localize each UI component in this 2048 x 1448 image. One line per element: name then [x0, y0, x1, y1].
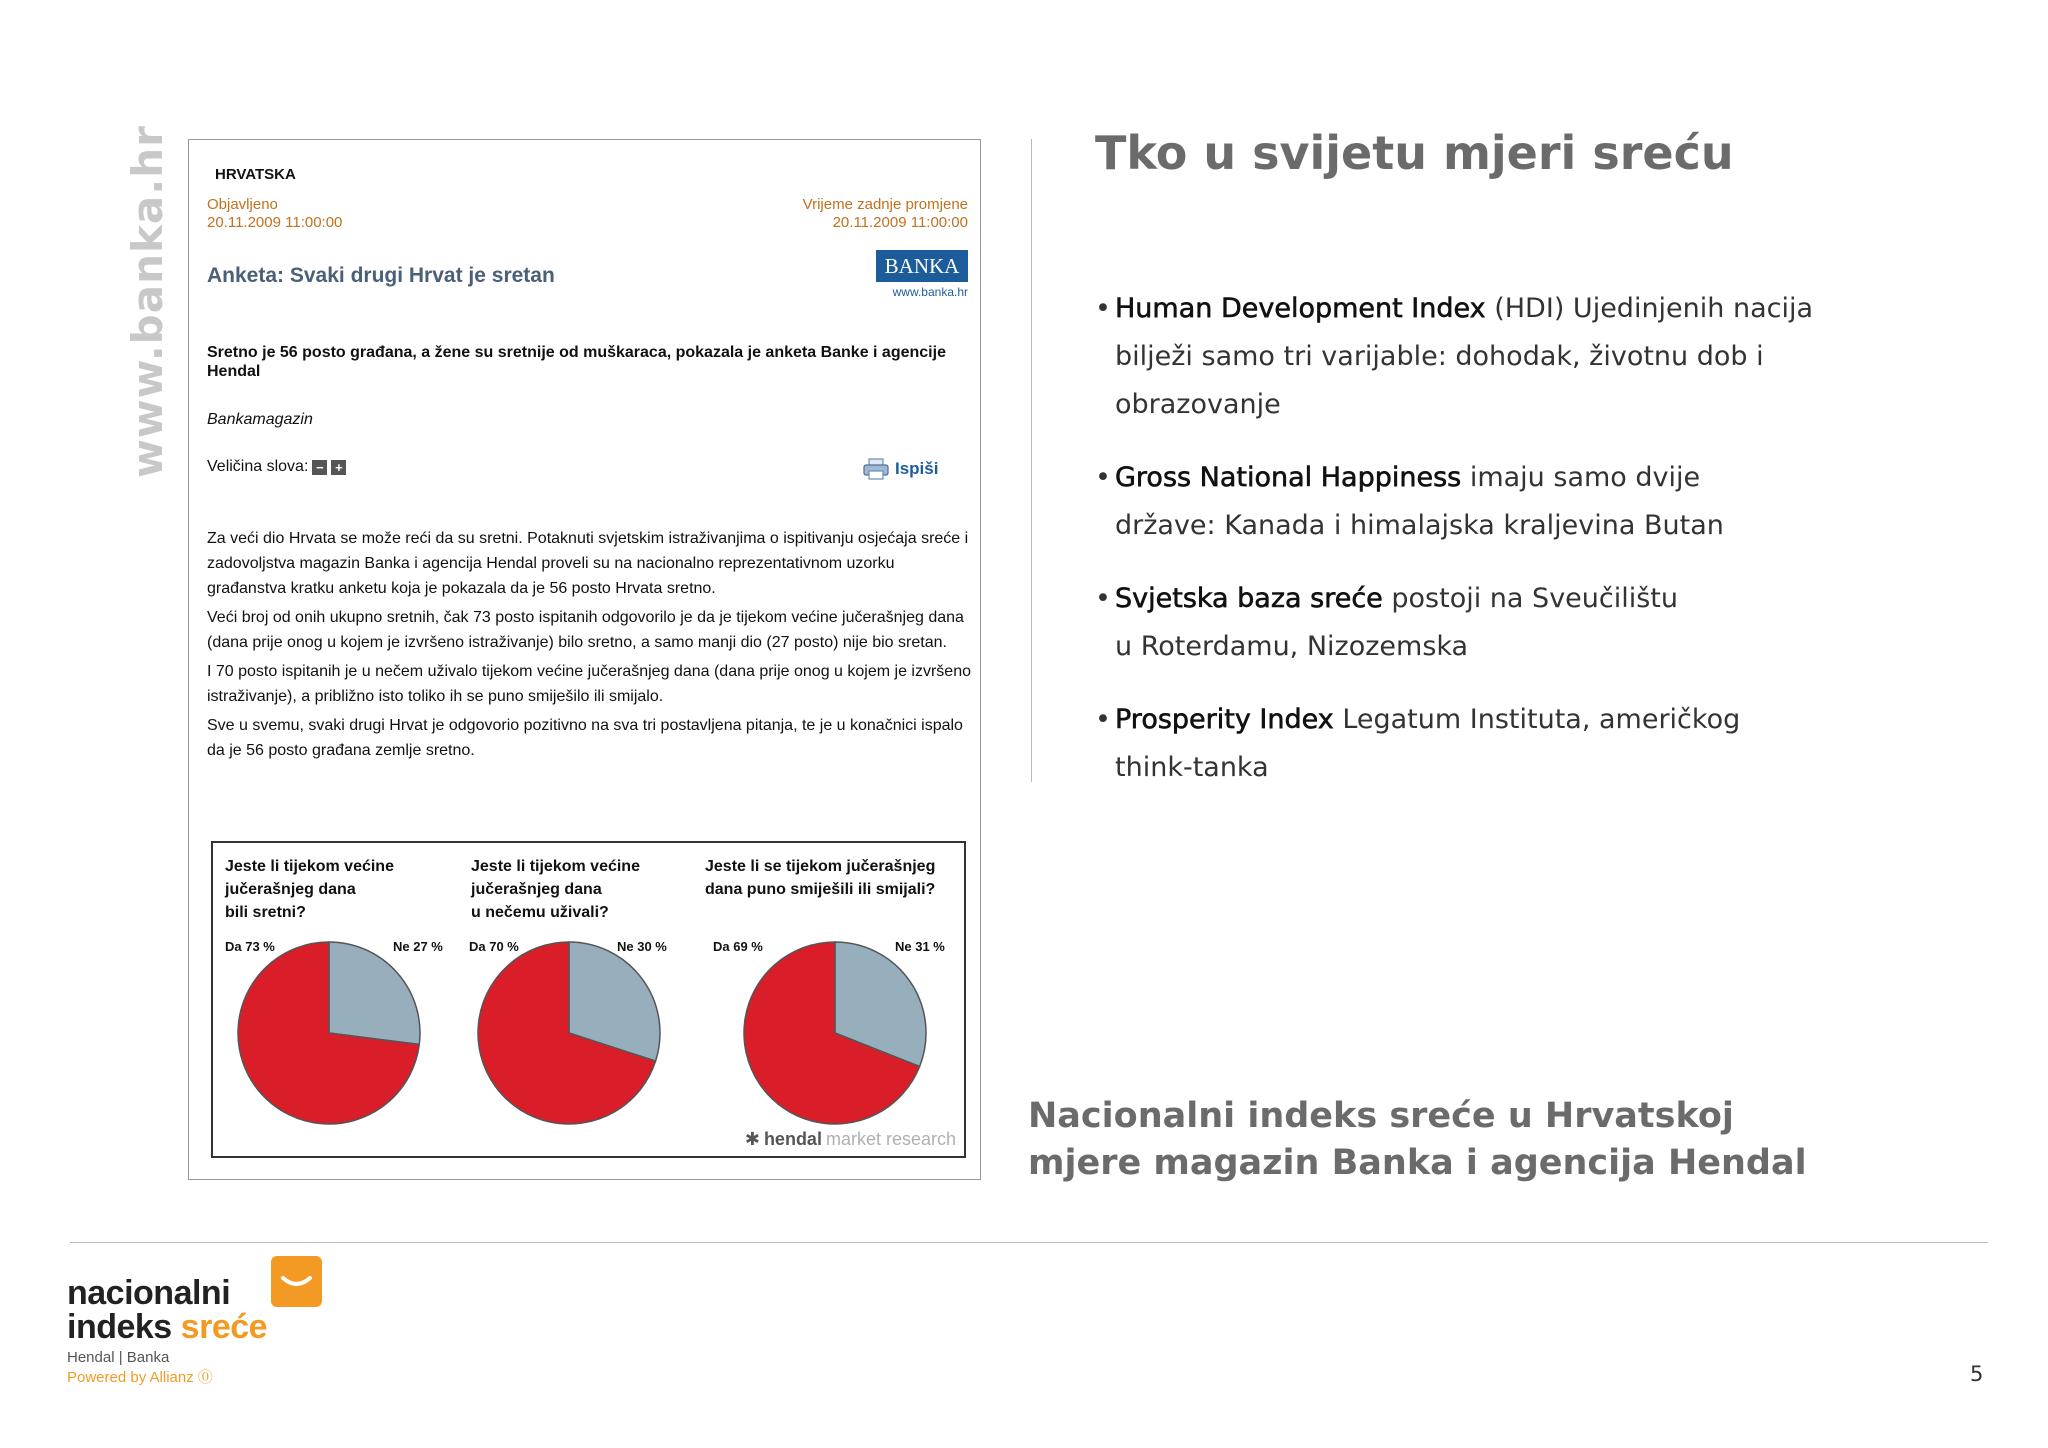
pie-label-no: Ne 30 %	[617, 939, 667, 954]
logo-partners: Hendal | Banka	[67, 1349, 170, 1366]
published-date: 20.11.2009 11:00:00	[207, 214, 343, 231]
subtitle-line: Nacionalni indeks sreće u Hrvatskoj	[1028, 1096, 1734, 1136]
article-paragraph: Veći broj od onih ukupno sretnih, čak 73 posto ispitanih odgovorilo je da je tijekom većine jučerašnjeg dana (dana prije onog u kojem je izvršeno istraživanje) bilo sretno, a samo manji dio (27 posto) nije bio sretan.	[207, 609, 964, 651]
article-lead: Sretno je 56 posto građana, a žene su sretnije od muškaraca, pokazala je anketa Banke i agencije Hendal	[207, 344, 946, 380]
bullet-text: imaju samo dvije države: Kanada i himalajska kraljevina Butan	[1115, 462, 1724, 541]
pie-question-line: u nečemu uživali?	[471, 904, 609, 921]
article-paragraph: Sve u svemu, svaki drugi Hrvat je odgovorio pozitivno na sva tri postavljena pitanja, te je u konačnici ispalo da je 56 posto građana zemlje sretno.	[207, 717, 963, 759]
pie-question	[705, 855, 935, 901]
hendal-credit-bold: hendal	[763, 1129, 822, 1149]
article-paragraph: Za veći dio Hrvata se može reći da su sretni. Potaknuti svjetskim istraživanjima o ispitivanju osjećaja sreće i zadovoljstva magazin Banka i agencija Hendal proveli su na nacionalno reprezentativnom uzorku građanstva kratku anketu koja je pokazala da je 56 posto Hrvata sretno.	[207, 530, 969, 597]
logo-word-2a: indeks	[67, 1308, 172, 1346]
pie-svg	[741, 939, 929, 1127]
published-info	[207, 196, 342, 232]
modified-info	[803, 196, 968, 232]
pie-svg	[475, 939, 663, 1127]
side-url: www.banka.hr	[123, 125, 172, 478]
bullet-term: Gross National Happiness	[1115, 462, 1462, 493]
pie-label-yes: Da 70 %	[469, 939, 519, 954]
vertical-divider	[1031, 139, 1032, 782]
pie-question	[471, 855, 640, 924]
print-button[interactable]	[863, 458, 938, 480]
pie-slice-no	[329, 942, 420, 1044]
font-increase-button[interactable]: +	[331, 460, 346, 475]
bullet-term: Svjetska baza sreće	[1115, 583, 1383, 614]
smile-icon	[271, 1256, 322, 1307]
pie-svg	[235, 939, 423, 1127]
pie-label-no: Ne 31 %	[895, 939, 945, 954]
bullet-item	[1095, 285, 1815, 429]
pie-question-line: bili sretni?	[225, 904, 306, 921]
hendal-credit	[745, 1129, 956, 1150]
pie-question-line: dana puno smiješili ili smijali?	[705, 881, 936, 898]
bullet-item	[1095, 454, 1795, 550]
pie-question-line: Jeste li se tijekom jučerašnjeg	[705, 858, 936, 875]
slide-subtitle	[1028, 1093, 1807, 1187]
logo-word-2	[67, 1308, 267, 1347]
page-number: 5	[1970, 1362, 1984, 1386]
published-label: Objavljeno	[207, 196, 278, 213]
logo-word-2b: sreće	[180, 1308, 268, 1346]
banka-url[interactable]: www.banka.hr	[892, 285, 968, 299]
modified-date: 20.11.2009 11:00:00	[832, 214, 968, 231]
pie-question-line: Jeste li tijekom većine	[225, 858, 394, 875]
printer-icon	[863, 458, 889, 480]
subtitle-line: mjere magazin Banka i agencija Hendal	[1028, 1143, 1807, 1183]
hendal-mark-icon: ✱	[744, 1129, 760, 1149]
slide-title: Tko u svijetu mjeri sreću	[1095, 126, 1734, 180]
pie-charts-panel	[211, 841, 966, 1158]
bullet-term: Prosperity Index	[1115, 704, 1334, 735]
pie-question-line: jučerašnjeg dana	[471, 881, 602, 898]
pie-question-line: jučerašnjeg dana	[225, 881, 356, 898]
hendal-credit-light: market research	[825, 1129, 956, 1149]
bullet-dot: •	[1095, 462, 1111, 493]
bullet-term: Human Development Index	[1115, 293, 1486, 324]
print-label: Ispiši	[895, 459, 939, 478]
bullet-dot: •	[1095, 704, 1111, 735]
pie-label-yes: Da 73 %	[225, 939, 275, 954]
article-body	[207, 526, 973, 767]
article-headline: Anketa: Svaki drugi Hrvat je sretan	[207, 264, 555, 287]
banka-logo: BANKA	[876, 250, 968, 282]
logo-powered-by: Powered by Allianz ⓪	[67, 1369, 213, 1386]
bullet-text: Legatum Instituta, američkog think-tanka	[1115, 704, 1741, 783]
article-section: HRVATSKA	[215, 166, 296, 183]
pie-label-yes: Da 69 %	[713, 939, 763, 954]
pie-label-no: Ne 27 %	[393, 939, 443, 954]
bullet-item	[1095, 696, 1775, 792]
logo-word-1: nacionalni	[67, 1274, 231, 1312]
bullet-dot: •	[1095, 293, 1111, 324]
pie-question-line: Jeste li tijekom većine	[471, 858, 640, 875]
pie-question	[225, 855, 394, 924]
article-clipping	[188, 139, 981, 1180]
modified-label: Vrijeme zadnje promjene	[802, 196, 968, 213]
bullet-dot: •	[1095, 583, 1111, 614]
article-paragraph: I 70 posto ispitanih je u nečem uživalo tijekom većine jučerašnjeg dana (dana prije onog u kojem je izvršeno istraživanje), a približno isto toliko ih se puno smiješilo ili smijalo.	[207, 663, 971, 705]
font-size-label: Veličina slova:	[207, 458, 309, 475]
bullet-text: (HDI) Ujedinjenih nacija bilježi samo tri varijable: dohodak, životnu dob i obrazovanje	[1115, 293, 1814, 420]
bullet-text: postoji na Sveučilištu u Roterdamu, Nizozemska	[1115, 583, 1679, 662]
article-source: Bankamagazin	[207, 411, 313, 428]
bullet-item	[1095, 575, 1695, 671]
footer-divider	[70, 1242, 1988, 1243]
font-size-control	[207, 458, 346, 476]
font-decrease-button[interactable]: −	[312, 460, 327, 475]
